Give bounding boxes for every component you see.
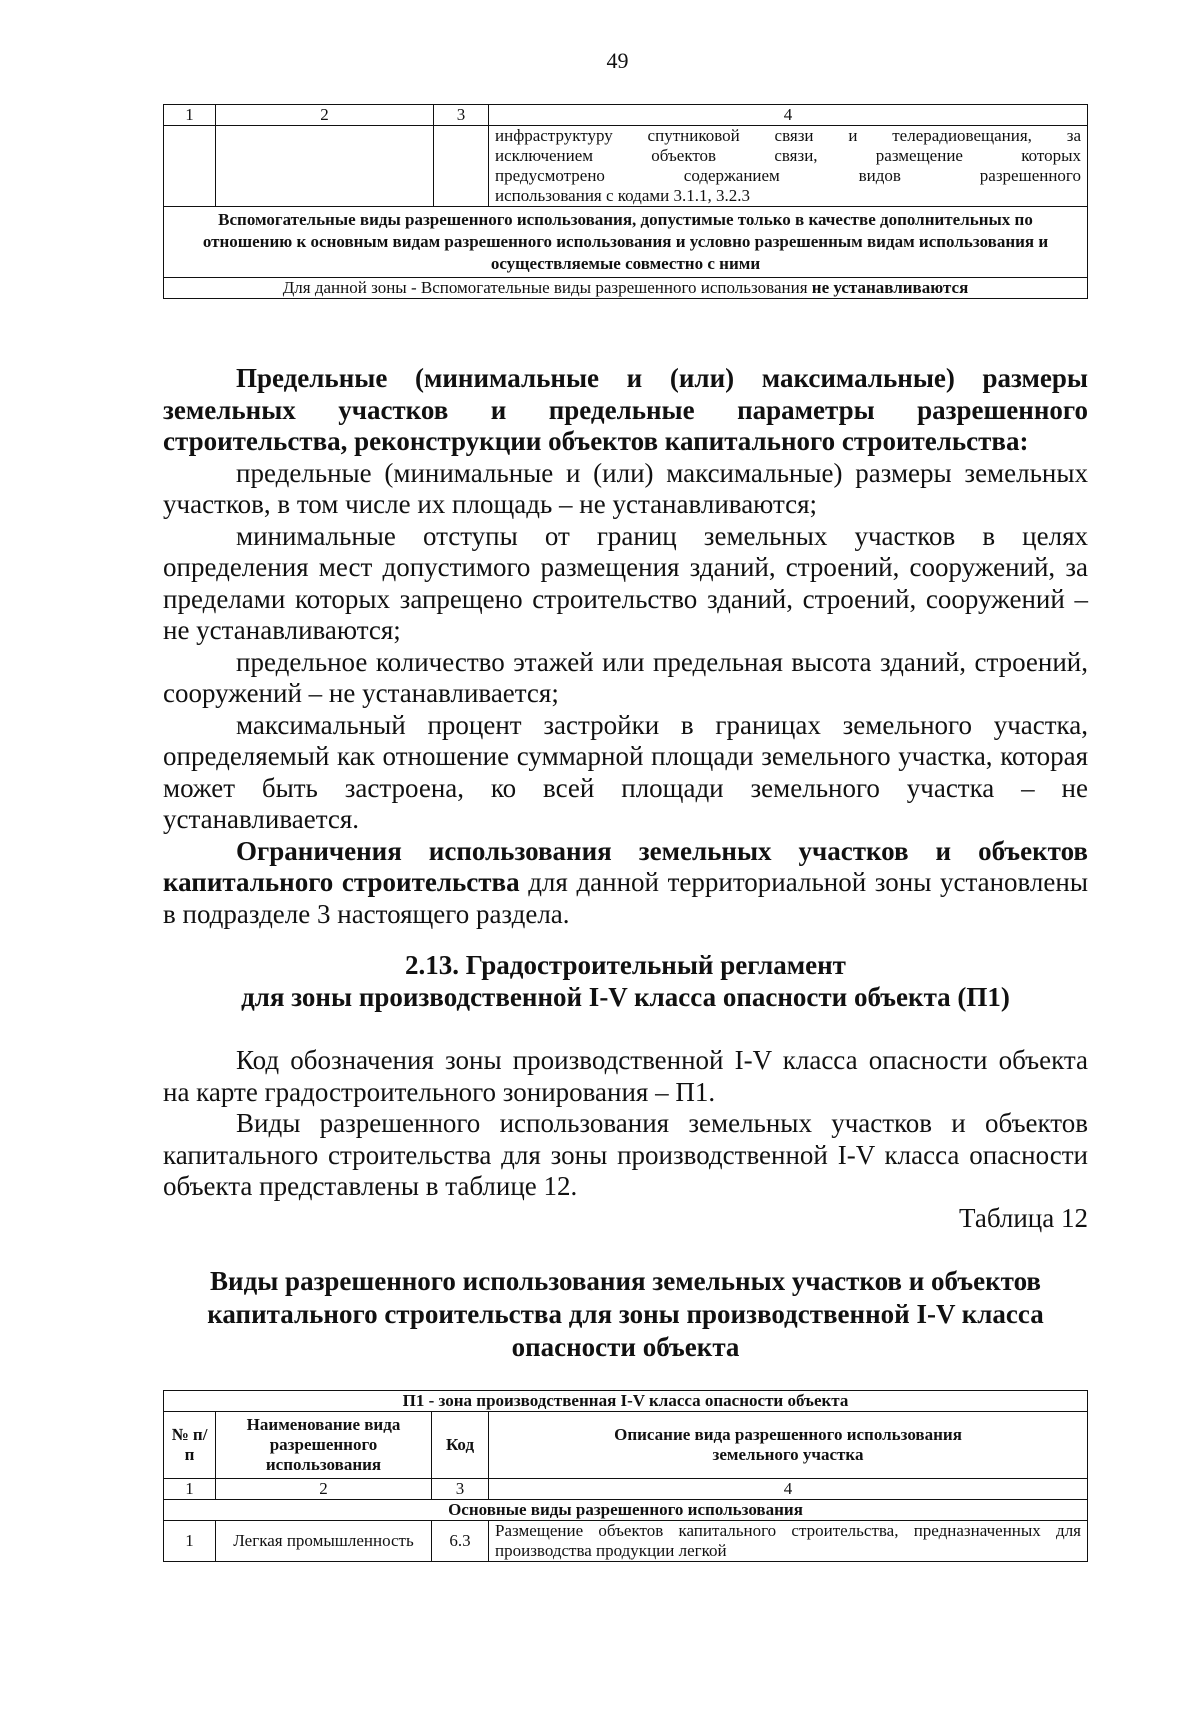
column-number-row <box>164 105 1088 126</box>
section-title-line: для зоны производственной I-V класса опасности объекта (П1) <box>241 981 1010 1012</box>
main-section-header: Основные виды разрешенного использования <box>164 1500 1088 1521</box>
note-row <box>164 278 1088 299</box>
types-paragraph: Виды разрешенного использования земельных участков и объектов капитального строительства для зоны производственной I-V класса опасности объекта представлены в таблице 12. <box>163 1108 1088 1201</box>
header-desc: Описание вида разрешенного использования земельного участка <box>489 1412 1088 1479</box>
table-title: Виды разрешенного использования земельных участков и объектов капитального строительства для зоны производственной I-V класса опасности объекта <box>207 1266 1044 1362</box>
header-num: № п/п <box>164 1412 216 1479</box>
empty-cell <box>434 126 489 207</box>
col-number-cell: 2 <box>216 1479 432 1500</box>
page-number: 49 <box>606 48 629 73</box>
row-desc: Размещение объектов капитального строительства, предназначенных для производства продукции легкой <box>489 1521 1088 1562</box>
limits-paragraph: минимальные отступы от границ земельных участков в целях определения мест допустимого размещения зданий, строений, сооружений, за пределами которых запрещено строительство зданий, строений, сооружений – не устанавливаются; <box>163 520 1088 645</box>
description-line: предусмотрено содержанием видов разрешенного <box>495 166 1081 185</box>
continued-table <box>163 104 1088 299</box>
zone-header: П1 - зона производственная I-V класса опасности объекта <box>164 1391 1088 1412</box>
limits-paragraph: предельные (минимальные и (или) максимальные) размеры земельных участков, в том числе их площадь – не устанавливаются; <box>163 457 1088 519</box>
zone-code-paragraph: Код обозначения зоны производственной I-V класса опасности объекта на карте градостроительного зонирования – П1. <box>163 1045 1088 1107</box>
description-cell <box>489 126 1088 207</box>
row-name: Легкая промышленность <box>216 1521 432 1562</box>
restrictions-rest: для данной территориальной зоны установлены в подразделе 3 настоящего раздела. <box>163 867 1088 929</box>
limits-paragraph: предельное количество этажей или предельная высота зданий, строений, сооружений – не устанавливается; <box>163 646 1088 708</box>
aux-note-bold: не устанавливаются <box>811 278 969 297</box>
restrictions-bold: Ограничения использования земельных участков и объектов капитального строительства <box>163 835 1088 897</box>
limits-heading: Предельные (минимальные и (или) максимальные) размеры земельных участков и предельные параметры разрешенного строительства, реконструкции объектов капитального строительства: <box>163 363 1088 456</box>
section-title-line: 2.13. Градостроительный регламент <box>405 950 846 980</box>
description-line: использования с кодами 3.1.1, 3.2.3 <box>495 186 750 205</box>
table-label: Таблица 12 <box>959 1202 1088 1233</box>
table-row <box>164 126 1088 207</box>
description-line: исключением объектов связи, размещение которых <box>495 146 1081 165</box>
column-number-row <box>164 1479 1088 1500</box>
section-header-row <box>164 207 1088 278</box>
col-number-cell: 4 <box>489 1479 1088 1500</box>
zone-header-row <box>164 1391 1088 1412</box>
header-name: Наименование вида разрешенного использования <box>216 1412 432 1479</box>
col-number-cell: 1 <box>164 1479 216 1500</box>
col-number-cell: 4 <box>489 105 1088 126</box>
header-row <box>164 1412 1088 1479</box>
aux-section-header: Вспомогательные виды разрешенного использования, допустимые только в качестве дополнительных по отношению к основным видам разрешенного использования и условно разрешенным видам использования и осуществляемые совместно с ними <box>164 207 1088 278</box>
col-number-cell: 2 <box>216 105 434 126</box>
empty-cell <box>164 126 216 207</box>
restrictions-paragraph <box>163 836 1088 931</box>
description-line: инфраструктуру спутниковой связи и телерадиовещания, за <box>495 126 1081 145</box>
limits-paragraph: максимальный процент застройки в границах земельного участка, определяемый как отношение суммарной площади земельного участка, которая может быть застроена, ко всей площади земельного участка – не устанавливается. <box>163 709 1088 834</box>
header-code: Код <box>432 1412 489 1479</box>
table-row <box>164 1521 1088 1562</box>
row-num: 1 <box>164 1521 216 1562</box>
col-number-cell: 3 <box>434 105 489 126</box>
col-number-cell: 3 <box>432 1479 489 1500</box>
limits-section <box>163 363 1088 930</box>
aux-note <box>164 278 1088 299</box>
empty-cell <box>216 126 434 207</box>
aux-note-prefix: Для данной зоны - Вспомогательные виды разрешенного использования <box>282 278 812 297</box>
section-row <box>164 1500 1088 1521</box>
section-title <box>163 950 1088 1013</box>
zone-intro <box>163 1045 1088 1234</box>
col-number-cell: 1 <box>164 105 216 126</box>
row-code: 6.3 <box>432 1521 489 1562</box>
table-12 <box>163 1390 1088 1562</box>
